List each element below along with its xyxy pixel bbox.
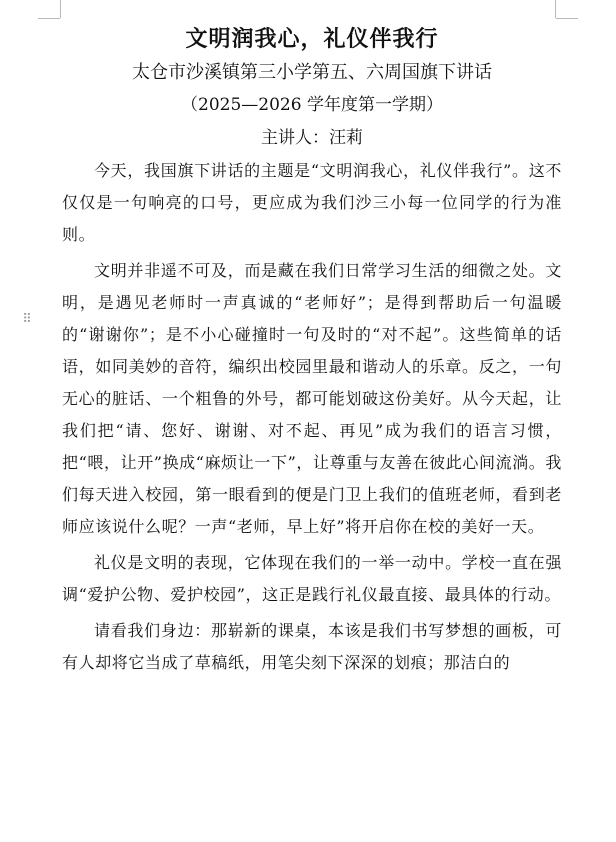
paragraph-2: 文明并非遥不可及，而是藏在我们日常学习生活的细微之处。文明，是遇见老师时一声真诚的“老师好”；是得到帮助后一句温暖的“谢谢你”；是不小心碰撞时一句及时的“对不起”。这些简单的话语，如同美妙的音符，编织出校园里最和谐动人的乐章。反之，一句无心的脏话、一个粗鲁的外号，都可能划破这份美好。从今天起，让我们把“请、您好、谢谢、对不起、再见”成为我们的语言习惯，把“喂，让开”换成“麻烦让一下”，让尊重与友善在彼此心间流淌。我们每天进入校园，第一眼看到的便是门卫上我们的值班老师，看到老师应该说什么呢？一声“老师，早上好”将开启你在校的美好一天。 — [62, 261, 562, 536]
paragraph-4: 请看我们身边：那崭新的课桌，本该是我们书写梦想的画板，可有人却将它当成了草稿纸，用笔尖刻下深深的划痕；那洁白的 — [62, 621, 562, 672]
crop-mark-top-right-horizontal — [556, 18, 578, 19]
drag-handle-icon[interactable]: ⠿ — [22, 312, 32, 327]
document-title: 文明润我心，礼仪伴我行 — [185, 26, 439, 52]
crop-mark-top-right — [555, 0, 556, 18]
speaker-line: 主讲人：汪莉 — [261, 128, 363, 148]
document-body[interactable] — [62, 22, 562, 679]
paragraph-1: 今天，我国旗下讲话的主题是“文明润我心，礼仪伴我行”。这不仅仅是一句响亮的口号，更应成为我们沙三小每一位同学的行为准则。 — [62, 161, 562, 244]
crop-mark-top-left-horizontal — [38, 18, 60, 19]
paragraph-3: 礼仪是文明的表现，它体现在我们的一举一动中。学校一直在强调“爱护公物、爱护校园”，这正是践行礼仪最直接、最具体的行动。 — [62, 553, 562, 604]
document-subtitle: 太仓市沙溪镇第三小学第五、六周国旗下讲话 — [132, 62, 492, 83]
crop-mark-top-left — [60, 0, 61, 18]
academic-term: （2025—2026 学年度第一学期） — [181, 95, 443, 115]
